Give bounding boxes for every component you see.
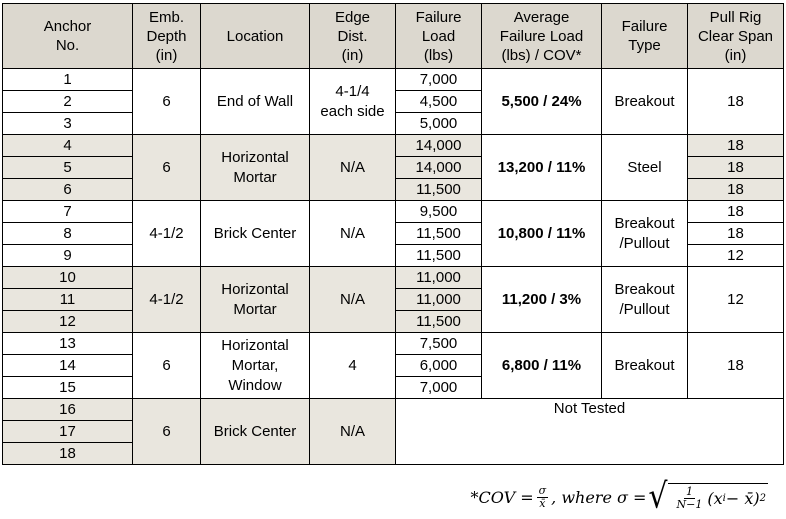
clear-span-cell: 12 bbox=[688, 267, 784, 333]
clear-span-cell: 18 bbox=[688, 157, 784, 179]
failure-load-cell: 4,500 bbox=[396, 91, 482, 113]
anchor-no-cell: 11 bbox=[3, 289, 133, 311]
failure-type-cell bbox=[602, 267, 688, 333]
text-line: Clear Span bbox=[697, 27, 774, 45]
text-line: N/A bbox=[339, 224, 365, 242]
text-line: Failure Load bbox=[499, 27, 584, 45]
text-line: Pull Rig bbox=[709, 8, 762, 26]
edge-dist-cell bbox=[310, 333, 396, 399]
text-line: Average bbox=[513, 8, 570, 26]
location-cell bbox=[201, 135, 310, 201]
failure-load-cell: 11,000 bbox=[396, 267, 482, 289]
fraction-n-minus-1: N−1 bbox=[676, 498, 703, 511]
text-line: Edge bbox=[334, 8, 371, 26]
anchor-no-cell: 4 bbox=[3, 135, 133, 157]
failure-load-cell: 9,500 bbox=[396, 201, 482, 223]
header-anchor-no bbox=[3, 4, 133, 69]
radical-sign-icon: √ bbox=[648, 476, 668, 517]
header-row bbox=[3, 4, 784, 69]
location-cell bbox=[201, 333, 310, 399]
text-line: Load bbox=[421, 27, 456, 45]
anchor-no-cell: 18 bbox=[3, 443, 133, 465]
average-failure-load-cell: 6,800 / 11% bbox=[482, 333, 602, 399]
anchor-no-cell: 9 bbox=[3, 245, 133, 267]
emb-depth-cell: 6 bbox=[133, 135, 201, 201]
anchor-no-cell: 14 bbox=[3, 355, 133, 377]
text-line: End of Wall bbox=[216, 92, 294, 110]
text-line: Window bbox=[228, 376, 282, 394]
table-row bbox=[3, 267, 784, 289]
location-cell bbox=[201, 399, 310, 465]
text-line: Horizontal bbox=[221, 336, 289, 354]
failure-load-cell: 7,000 bbox=[396, 377, 482, 399]
clear-span-cell: 18 bbox=[688, 333, 784, 399]
anchor-no-cell: 16 bbox=[3, 399, 133, 421]
edge-dist-cell bbox=[310, 69, 396, 135]
table-row bbox=[3, 399, 784, 421]
fraction-denominator: x̄ bbox=[539, 496, 546, 510]
header-edge-dist bbox=[310, 4, 396, 69]
anchor-test-results-table bbox=[2, 3, 784, 465]
emb-depth-cell: 6 bbox=[133, 333, 201, 399]
text-line: No. bbox=[55, 37, 80, 54]
table-row bbox=[3, 135, 784, 157]
clear-span-cell: 18 bbox=[688, 135, 784, 157]
anchor-no-cell: 2 bbox=[3, 91, 133, 113]
anchor-no-cell: 3 bbox=[3, 113, 133, 135]
failure-load-cell: 7,500 bbox=[396, 333, 482, 355]
text-line: Emb. bbox=[148, 8, 184, 26]
text-line: /Pullout bbox=[619, 300, 670, 318]
text-line: (in) bbox=[724, 46, 747, 64]
sigma-over-xbar-fraction bbox=[537, 485, 549, 510]
failure-load-cell: 11,500 bbox=[396, 245, 482, 267]
anchor-no-cell: 8 bbox=[3, 223, 133, 245]
text-line: Depth bbox=[146, 27, 187, 45]
location-cell bbox=[201, 69, 310, 135]
text-line: Brick Center bbox=[213, 422, 297, 440]
failure-load-cell: 11,000 bbox=[396, 289, 482, 311]
text-line: N/A bbox=[339, 290, 365, 308]
failure-load-cell: 7,000 bbox=[396, 69, 482, 91]
clear-span-cell: 18 bbox=[688, 223, 784, 245]
failure-type-cell bbox=[602, 69, 688, 135]
failure-load-cell: 5,000 bbox=[396, 113, 482, 135]
location-cell bbox=[201, 267, 310, 333]
formula-lhs: *COV = bbox=[470, 487, 534, 507]
clear-span-cell: 12 bbox=[688, 245, 784, 267]
header-failure-load bbox=[396, 4, 482, 69]
cov-formula bbox=[470, 476, 768, 517]
location-cell bbox=[201, 201, 310, 267]
failure-load-cell: 14,000 bbox=[396, 157, 482, 179]
emb-depth-cell: 6 bbox=[133, 69, 201, 135]
text-line: Mortar, bbox=[231, 356, 279, 374]
average-failure-load-cell: 5,500 / 24% bbox=[482, 69, 602, 135]
text-line: /Pullout bbox=[619, 234, 670, 252]
edge-dist-cell bbox=[310, 135, 396, 201]
edge-dist-cell bbox=[310, 267, 396, 333]
edge-dist-cell bbox=[310, 399, 396, 465]
superscript-2: 2 bbox=[759, 493, 766, 504]
clear-span-cell: 18 bbox=[688, 179, 784, 201]
emb-depth-cell: 6 bbox=[133, 399, 201, 465]
text-line: Horizontal bbox=[221, 280, 289, 298]
header-average-failure-load bbox=[482, 4, 602, 69]
text-line: (in) bbox=[341, 46, 364, 64]
failure-type-cell bbox=[602, 135, 688, 201]
anchor-no-cell: 13 bbox=[3, 333, 133, 355]
edge-dist-cell bbox=[310, 201, 396, 267]
text-line: Breakout bbox=[614, 214, 675, 232]
emb-depth-cell: 4-1/2 bbox=[133, 267, 201, 333]
not-tested-cell: Not Tested bbox=[396, 399, 784, 465]
header-pull-rig-clear-span bbox=[688, 4, 784, 69]
term-open: (x bbox=[707, 489, 723, 508]
text-line: Horizontal bbox=[221, 148, 289, 166]
clear-span-cell: 18 bbox=[688, 69, 784, 135]
header-failure-type bbox=[602, 4, 688, 69]
text-line: N/A bbox=[339, 158, 365, 176]
anchor-no-cell: 10 bbox=[3, 267, 133, 289]
failure-load-cell: 14,000 bbox=[396, 135, 482, 157]
anchor-no-cell: 1 bbox=[3, 69, 133, 91]
text-line: 4-1/4 bbox=[335, 82, 370, 100]
anchor-no-cell: 5 bbox=[3, 157, 133, 179]
failure-load-cell: 11,500 bbox=[396, 179, 482, 201]
text-line: Mortar bbox=[233, 168, 277, 186]
table-row bbox=[3, 69, 784, 91]
anchor-no-cell: 6 bbox=[3, 179, 133, 201]
emb-depth-cell: 4-1/2 bbox=[133, 201, 201, 267]
text-line: Failure bbox=[415, 8, 462, 26]
text-line: Breakout bbox=[614, 92, 675, 110]
average-failure-load-cell: 13,200 / 11% bbox=[482, 135, 602, 201]
text-line: Location bbox=[226, 27, 284, 45]
square-root bbox=[648, 476, 768, 517]
text-line: Breakout bbox=[614, 280, 675, 298]
text-line: (lbs) / COV* bbox=[501, 46, 582, 64]
anchor-no-cell: 15 bbox=[3, 377, 133, 399]
anchor-no-cell: 7 bbox=[3, 201, 133, 223]
text-line: Dist. bbox=[337, 27, 368, 45]
text-line: Mortar bbox=[233, 300, 277, 318]
term-minus-xbar: − x̄) bbox=[725, 489, 760, 508]
text-line: (lbs) bbox=[423, 46, 454, 64]
text-line: (in) bbox=[155, 46, 178, 64]
clear-span-cell: 18 bbox=[688, 201, 784, 223]
text-line: Anchor bbox=[43, 18, 92, 35]
radicand bbox=[668, 483, 768, 511]
failure-load-cell: 11,500 bbox=[396, 223, 482, 245]
anchor-no-cell: 12 bbox=[3, 311, 133, 333]
table-row bbox=[3, 201, 784, 223]
failure-type-cell bbox=[602, 201, 688, 267]
text-line: each side bbox=[320, 102, 385, 120]
header-emb-depth bbox=[133, 4, 201, 69]
header-location bbox=[201, 4, 310, 69]
table-row bbox=[3, 333, 784, 355]
table-body bbox=[3, 69, 784, 465]
formula-where: , where σ = bbox=[551, 487, 647, 507]
text-line: 4 bbox=[348, 356, 357, 374]
text-line: N/A bbox=[339, 422, 365, 440]
fraction-one: 1 bbox=[685, 485, 693, 498]
failure-type-cell bbox=[602, 333, 688, 399]
one-over-n-minus-1-fraction bbox=[675, 486, 705, 511]
anchor-no-cell: 17 bbox=[3, 421, 133, 443]
failure-load-cell: 6,000 bbox=[396, 355, 482, 377]
text-line: Steel bbox=[627, 158, 662, 176]
text-line: Breakout bbox=[614, 356, 675, 374]
fraction-numerator: σ bbox=[538, 483, 547, 497]
subscript-i: i bbox=[722, 493, 726, 504]
failure-load-cell: 11,500 bbox=[396, 311, 482, 333]
text-line: Brick Center bbox=[213, 224, 297, 242]
text-line: Failure bbox=[621, 18, 668, 35]
average-failure-load-cell: 11,200 / 3% bbox=[482, 267, 602, 333]
text-line: Type bbox=[628, 37, 661, 54]
average-failure-load-cell: 10,800 / 11% bbox=[482, 201, 602, 267]
